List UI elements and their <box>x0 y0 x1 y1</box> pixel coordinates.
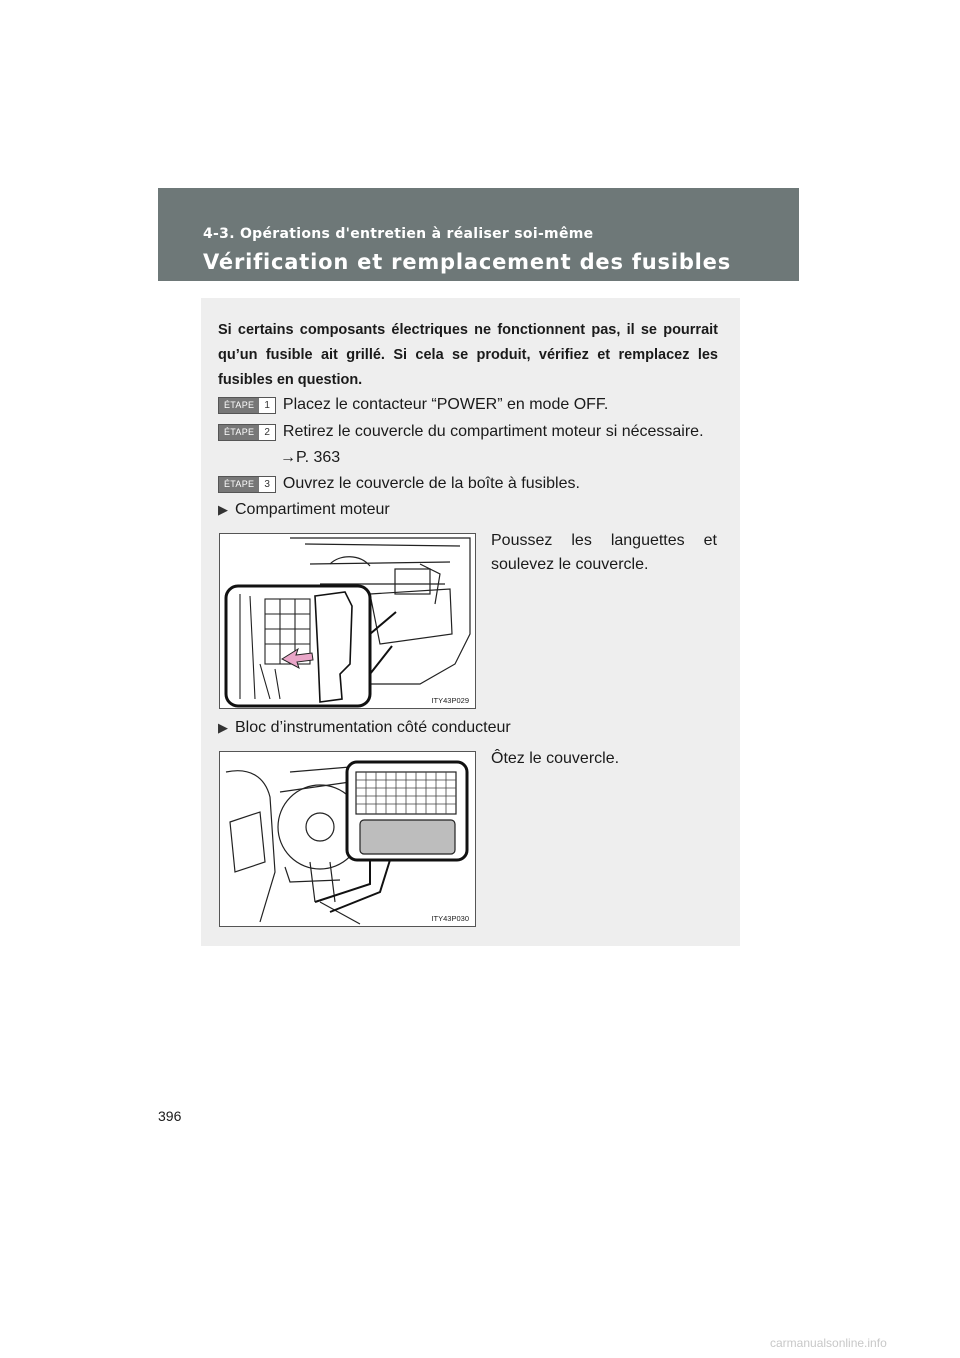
engine-compartment-drawing <box>220 534 475 708</box>
step-badge: ÉTAPE 2 <box>218 424 276 441</box>
page-number: 396 <box>158 1108 182 1124</box>
dashboard-fuse-illustration <box>219 751 476 927</box>
section-heading-dashboard: ▶ Bloc d’instrumentation côté conducteur <box>218 719 511 736</box>
step-1 <box>218 396 608 414</box>
step-text: Retirez le couvercle du compartiment moteur si nécessaire. <box>282 423 704 440</box>
intro-text: Si certains composants électriques ne fonctionnent pas, il se pourrait qu’un fusible ait grillé. Si cela se produit, vérifiez et remplacez les fusibles en question. <box>218 322 718 388</box>
dashboard-drawing <box>220 752 475 926</box>
page-title: Vérification et remplacement des fusibles <box>203 250 732 274</box>
engine-description: Poussez les languettes et soulevez le couvercle. <box>491 532 717 573</box>
triangle-bullet-icon: ▶ <box>218 720 228 735</box>
page-reference: →P. 363 <box>280 449 341 466</box>
watermark: carmanualsonline.info <box>770 1336 887 1350</box>
step-badge: ÉTAPE 1 <box>218 397 276 414</box>
step-text: Ouvrez le couvercle de la boîte à fusibles. <box>282 475 580 492</box>
dashboard-description: Ôtez le couvercle. <box>491 750 620 767</box>
step-2 <box>218 423 704 441</box>
step-text: Placez le contacteur “POWER” en mode OFF. <box>282 396 609 413</box>
section-label: 4-3. Opérations d'entretien à réaliser soi-même <box>203 226 594 242</box>
triangle-bullet-icon: ▶ <box>218 502 228 517</box>
figure-code: ITY43P030 <box>431 914 469 923</box>
step-3 <box>218 475 580 493</box>
section-heading-engine: ▶ Compartiment moteur <box>218 501 390 518</box>
step-badge: ÉTAPE 3 <box>218 476 276 493</box>
figure-code: ITY43P029 <box>431 696 469 705</box>
engine-fuse-illustration <box>219 533 476 709</box>
